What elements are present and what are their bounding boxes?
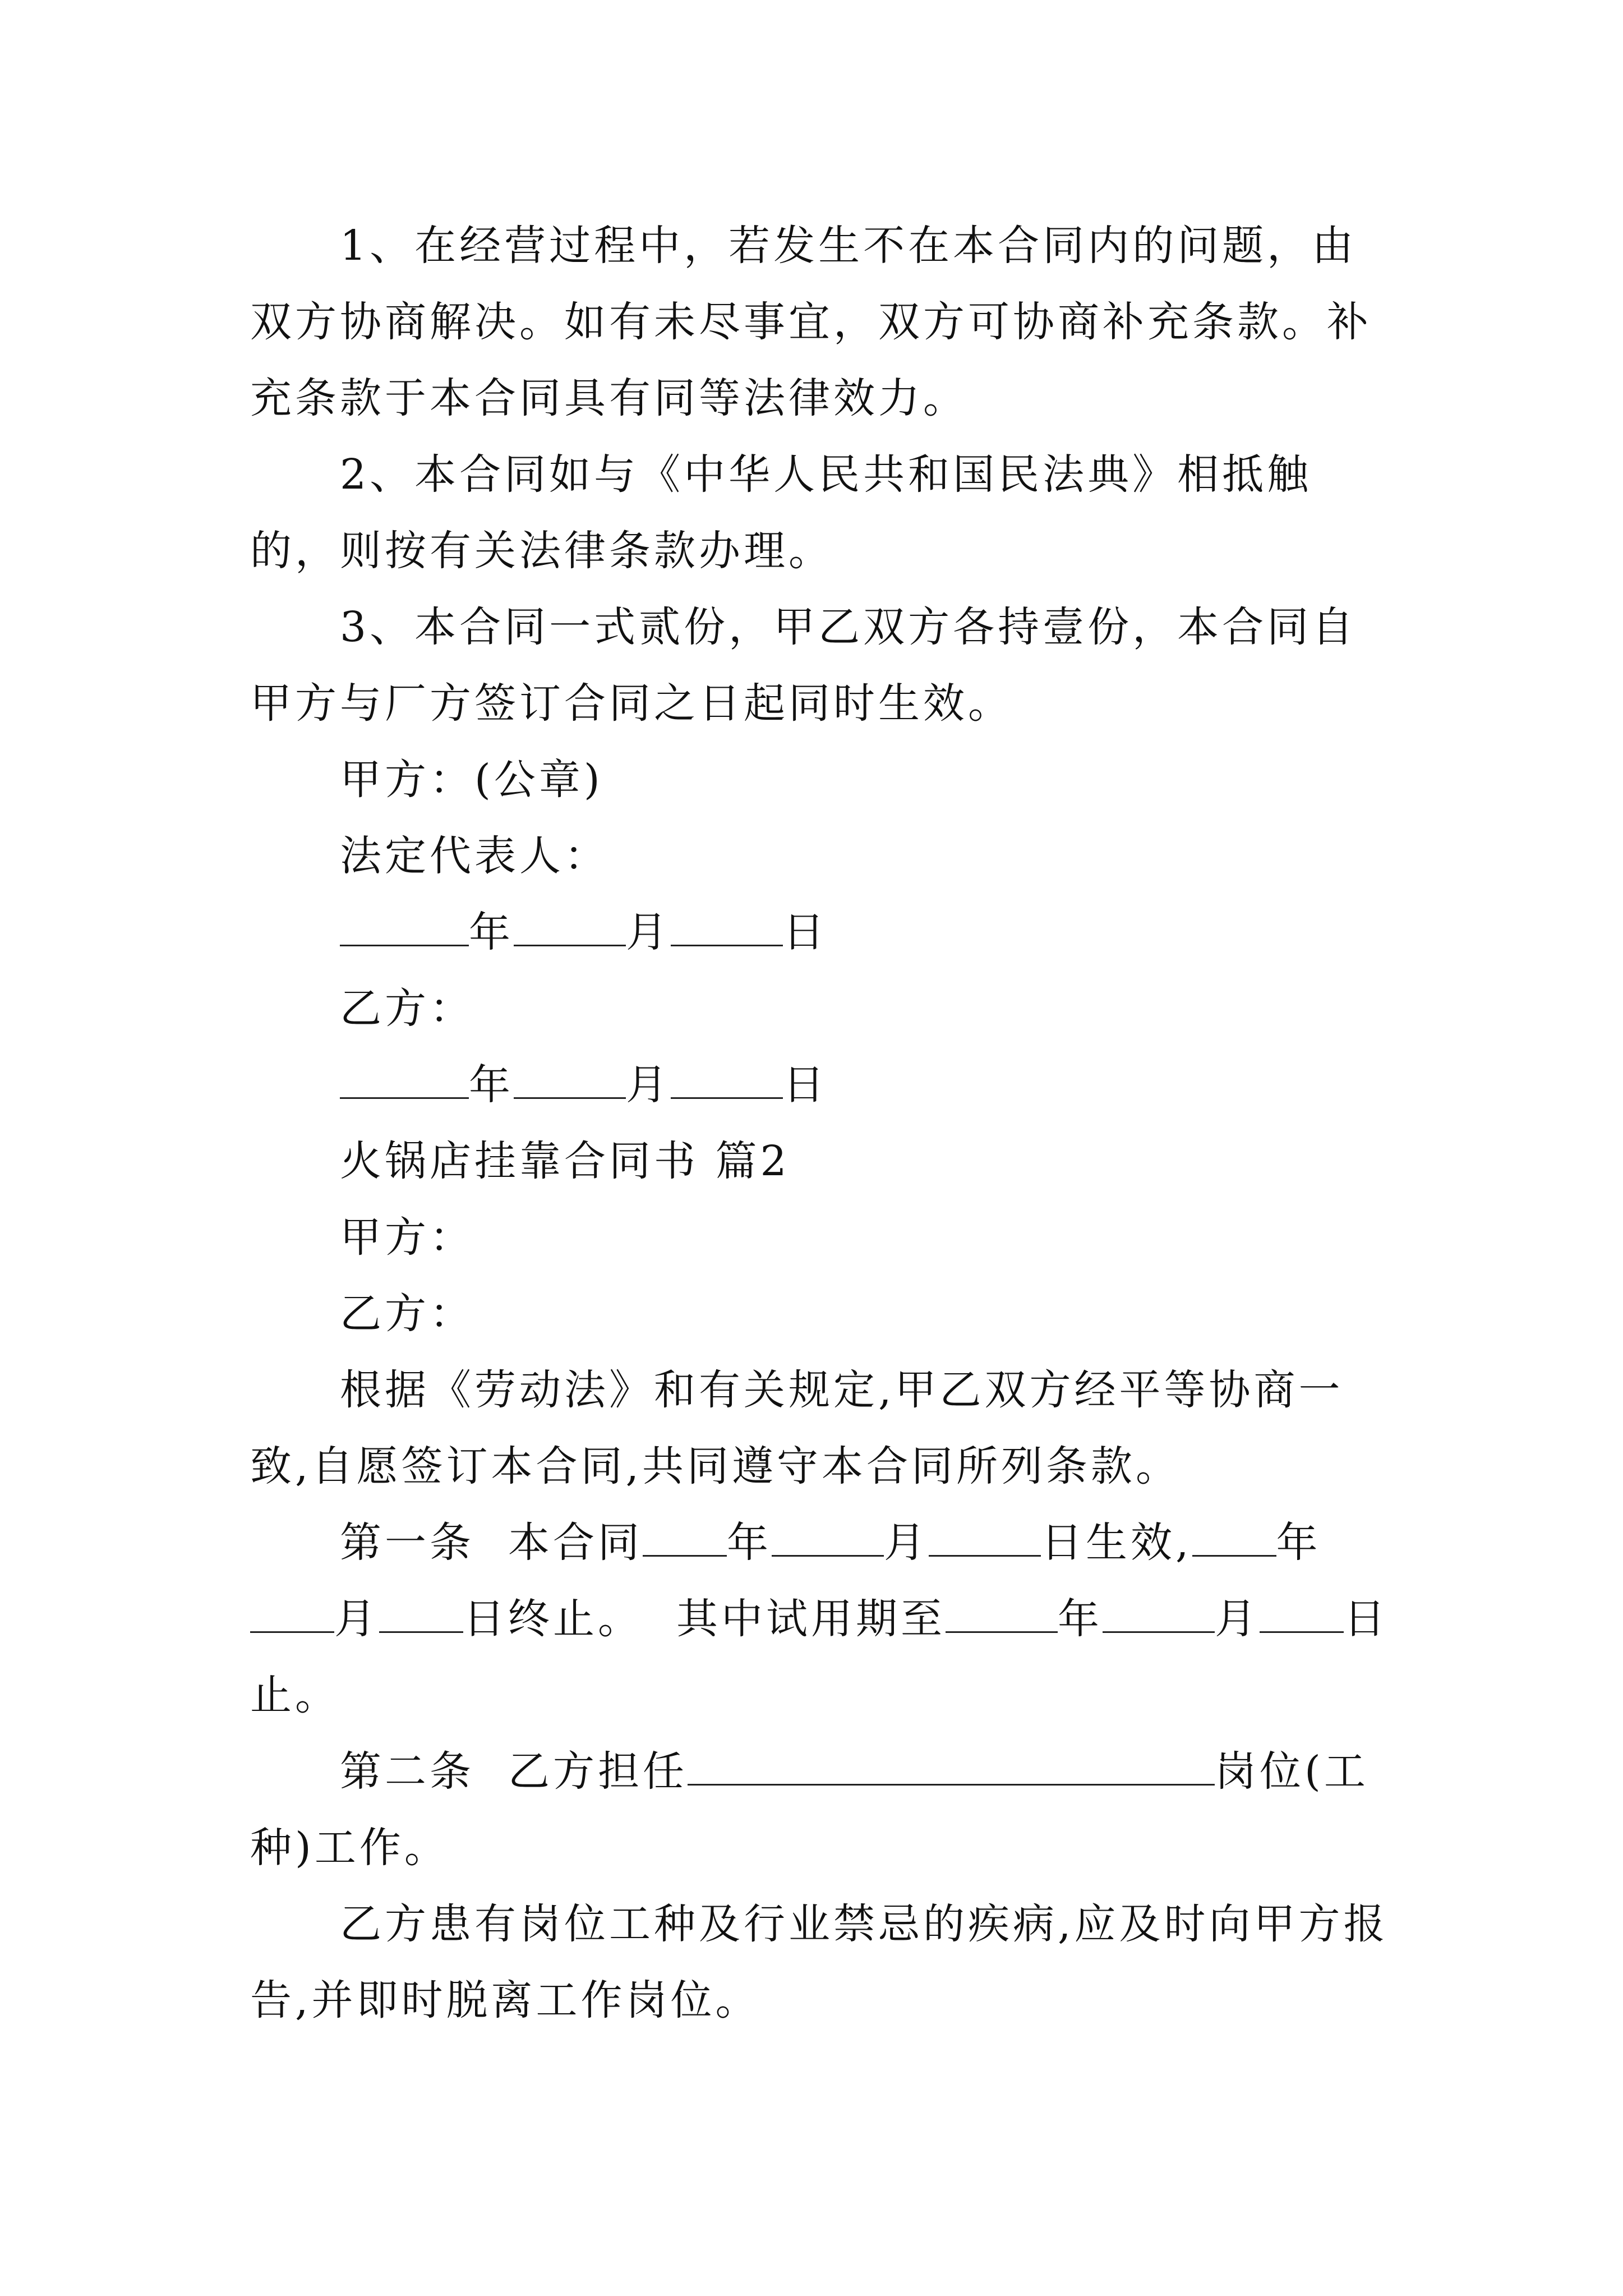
year-label: 年 bbox=[1058, 1595, 1103, 1643]
month-label: 月 bbox=[884, 1519, 929, 1567]
year-label: 年 bbox=[1276, 1519, 1321, 1567]
section-title: 火锅店挂靠合同书 篇2 bbox=[340, 1137, 790, 1185]
article-1-text-4: 其中试用期至 bbox=[676, 1595, 946, 1643]
article-1-label: 第一条 bbox=[340, 1519, 474, 1567]
probation-month-blank bbox=[1103, 1595, 1215, 1633]
month-label: 月 bbox=[334, 1595, 379, 1643]
month-blank bbox=[514, 1061, 626, 1099]
probation-year-blank bbox=[946, 1595, 1058, 1633]
probation-day-blank bbox=[1260, 1595, 1344, 1633]
end-year-blank bbox=[1192, 1519, 1276, 1557]
month-label: 月 bbox=[626, 1061, 671, 1109]
start-year-blank bbox=[643, 1519, 727, 1557]
start-day-blank bbox=[929, 1519, 1041, 1557]
party-a-2: 甲方： bbox=[340, 1213, 474, 1262]
article-2 bbox=[250, 1733, 1394, 1886]
article-1-text-1: 本合同 bbox=[508, 1519, 643, 1567]
start-month-blank bbox=[772, 1519, 884, 1557]
party-a-seal: 甲方：(公章) bbox=[340, 756, 603, 804]
month-label: 月 bbox=[626, 908, 671, 956]
year-label: 年 bbox=[727, 1519, 772, 1567]
position-blank bbox=[688, 1748, 1215, 1786]
date-line-party-a bbox=[250, 894, 1394, 970]
basis-paragraph: 根据《劳动法》和有关规定,甲乙双方经平等协商一致,自愿签订本合同,共同遵守本合同所列条款。 bbox=[250, 1366, 1344, 1490]
article-1-text-2: 日生效, bbox=[1041, 1519, 1192, 1567]
article-2-label: 第二条 bbox=[340, 1747, 474, 1796]
date-line-party-b bbox=[250, 1047, 1394, 1123]
article-1 bbox=[250, 1504, 1394, 1733]
year-blank bbox=[340, 909, 469, 946]
party-b: 乙方： bbox=[340, 984, 474, 1033]
clause-1: 1、在经营过程中，若发生不在本合同内的问题，由双方协商解决。如有未尽事宜，双方可协商补充条款。补充条款于本合同具有同等法律效力。 bbox=[250, 222, 1372, 422]
month-blank bbox=[514, 909, 626, 946]
party-b-2: 乙方： bbox=[340, 1290, 474, 1338]
clause-3: 3、本合同一式贰份，甲乙双方各持壹份，本合同自甲方与厂方签订合同之日起同时生效。 bbox=[250, 603, 1357, 728]
article-2-text-1: 乙方担任 bbox=[508, 1747, 688, 1796]
article-1-text-3: 日终止。 bbox=[463, 1595, 643, 1643]
document-body bbox=[250, 208, 1394, 2039]
year-label: 年 bbox=[469, 1061, 514, 1109]
end-day-blank bbox=[379, 1595, 463, 1633]
clause-2: 2、本合同如与《中华人民共和国民法典》相抵触的，则按有关法律条款办理。 bbox=[250, 450, 1312, 575]
article-1-text-5: 日止。 bbox=[250, 1595, 1389, 1719]
year-label: 年 bbox=[469, 908, 514, 956]
legal-representative: 法定代表人： bbox=[340, 832, 609, 880]
day-label: 日 bbox=[783, 1061, 828, 1109]
year-blank bbox=[340, 1061, 469, 1099]
month-label: 月 bbox=[1215, 1595, 1260, 1643]
article-2-text-2: 岗位(工种)工作。 bbox=[250, 1747, 1369, 1872]
day-blank bbox=[671, 909, 783, 946]
day-blank bbox=[671, 1061, 783, 1099]
health-paragraph: 乙方患有岗位工种及行业禁忌的疾病,应及时向甲方报告,并即时脱离工作岗位。 bbox=[250, 1900, 1389, 2024]
day-label: 日 bbox=[783, 908, 828, 956]
end-month-blank bbox=[250, 1595, 334, 1633]
